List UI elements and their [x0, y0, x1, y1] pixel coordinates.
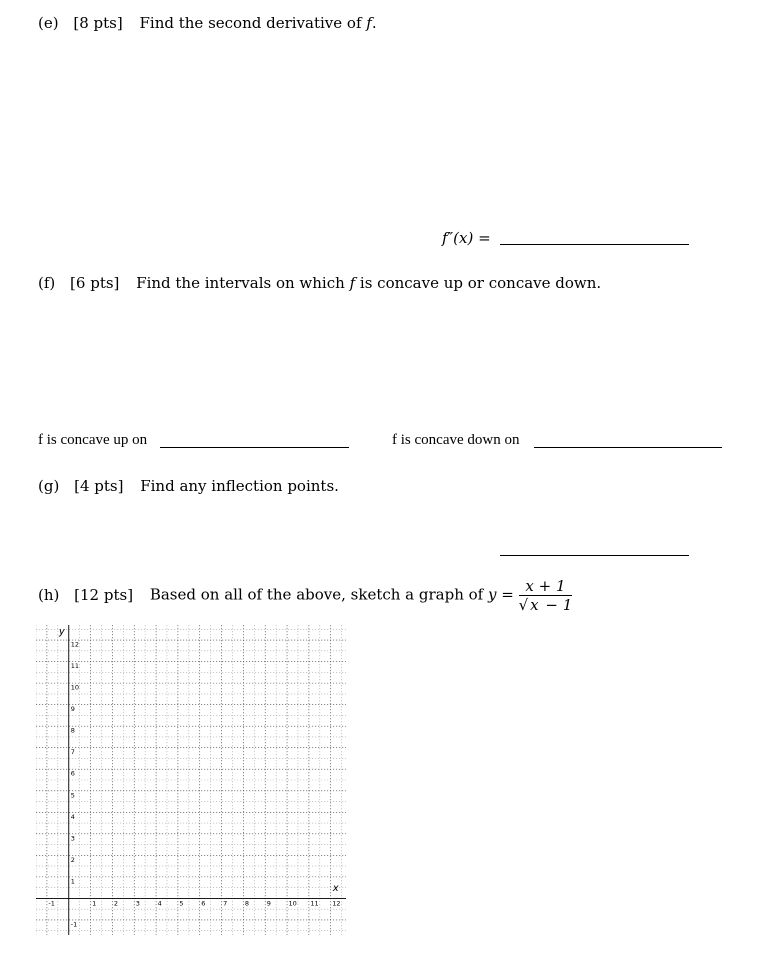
x-tick-label: 3: [135, 899, 140, 908]
question-e-points: [8 pts]: [73, 14, 123, 32]
x-tick-label: 5: [179, 899, 184, 908]
y-tick-label: 6: [70, 769, 75, 778]
y-tick-label: -1: [70, 920, 78, 929]
question-f: [38, 274, 601, 292]
x-tick-label: 8: [244, 899, 250, 908]
x-tick-label: 4: [157, 899, 162, 908]
question-g-points: [4 pts]: [74, 477, 124, 495]
question-g-prompt: Find any inflection points.: [140, 477, 339, 495]
question-h-points: [12 pts]: [74, 585, 134, 604]
axes: [36, 625, 346, 935]
question-e-tag: (e): [38, 14, 59, 32]
question-e-period: .: [371, 14, 377, 32]
concave-down-answer-blank[interactable]: [534, 447, 722, 448]
question-f-func: f: [349, 274, 356, 292]
fraction-denominator: [519, 596, 573, 614]
y-tick-label: 2: [70, 855, 75, 864]
y-tick-label: 5: [70, 791, 75, 800]
x-tick-label: 6: [201, 899, 206, 908]
question-h-tag: (h): [38, 585, 60, 604]
concave-down-label: f is concave down on: [392, 432, 520, 448]
x-tick-label: -1: [48, 899, 55, 908]
question-e: [38, 14, 377, 32]
y-tick-labels: [71, 641, 79, 929]
second-derivative-label: f″(x) =: [442, 229, 491, 247]
question-f-tag: (f): [38, 274, 56, 292]
x-tick-label: 9: [266, 899, 271, 908]
y-tick-label: 3: [70, 834, 75, 843]
x-tick-label: 11: [310, 899, 319, 908]
denominator-rest: − 1: [545, 596, 573, 614]
y-tick-label: 11: [70, 662, 80, 671]
sqrt-symbol: √: [518, 596, 529, 614]
x-axis-label: x: [332, 882, 339, 894]
x-tick-label: 7: [223, 899, 228, 908]
fraction-numerator: x + 1: [519, 577, 573, 596]
y-tick-label: 10: [70, 683, 80, 692]
x-tick-label: 1: [92, 899, 97, 908]
sqrt-radicand: x: [530, 596, 539, 614]
question-h-prompt: Based on all of the above, sketch a graph of: [149, 585, 484, 604]
y-tick-label: 8: [70, 726, 75, 735]
inflection-points-answer-blank[interactable]: [500, 555, 689, 556]
question-e-prompt: Find the second derivative of: [139, 14, 362, 32]
x-tick-label: 10: [288, 899, 297, 908]
y-axis-label: y: [58, 626, 65, 638]
question-e-func: f: [366, 14, 372, 32]
sketch-grid[interactable]: [36, 625, 346, 935]
y-tick-label: 7: [70, 748, 75, 757]
question-h-fraction: [519, 577, 573, 614]
question-f-prompt-a: Find the intervals on which: [136, 274, 345, 292]
question-f-prompt-b: is concave up or concave down.: [359, 274, 602, 292]
question-g: [38, 477, 339, 495]
question-f-points: [6 pts]: [70, 274, 120, 292]
y-tick-label: 12: [70, 640, 80, 649]
question-g-tag: (g): [38, 477, 60, 495]
x-tick-labels: [48, 899, 340, 907]
question-h: [38, 577, 572, 614]
y-tick-label: 1: [70, 877, 75, 886]
x-tick-label: 2: [113, 899, 119, 908]
y-tick-label: 4: [70, 812, 75, 821]
concave-up-answer-blank[interactable]: [160, 447, 349, 448]
second-derivative-answer-blank[interactable]: [500, 244, 689, 245]
concave-up-label: f is concave up on: [38, 432, 148, 448]
question-h-lhs: y =: [488, 585, 514, 604]
grid-lines: [36, 625, 346, 935]
y-tick-label: 9: [70, 705, 75, 714]
x-tick-label: 12: [332, 899, 341, 908]
